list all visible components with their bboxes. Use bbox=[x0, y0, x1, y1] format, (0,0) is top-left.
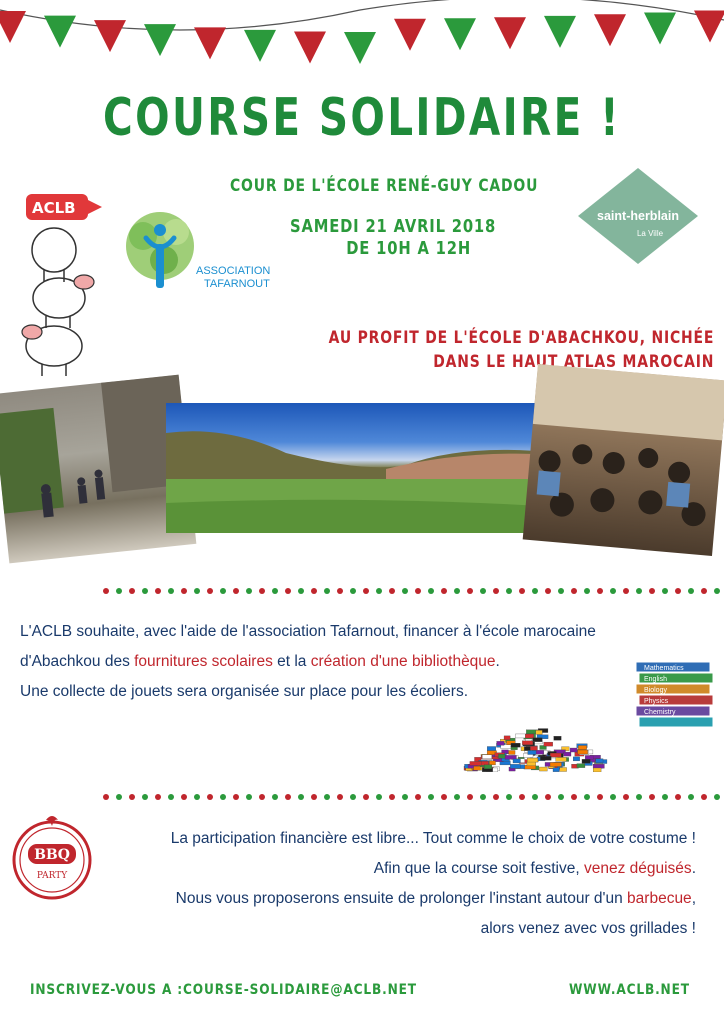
separator-dot bbox=[207, 588, 213, 594]
separator-dot bbox=[441, 588, 447, 594]
text-span: . bbox=[691, 860, 696, 877]
separator-dot bbox=[272, 794, 278, 800]
separator-dot bbox=[467, 588, 473, 594]
lego-brick bbox=[582, 759, 590, 763]
separator-dot bbox=[337, 588, 343, 594]
separator-dot bbox=[714, 794, 720, 800]
separator-dot bbox=[597, 588, 603, 594]
text-span: Nous vous proposerons ensuite de prolonger l'instant autour d'un bbox=[175, 890, 628, 907]
lego-brick bbox=[513, 759, 520, 763]
lego-brick bbox=[527, 758, 538, 762]
separator-dot bbox=[116, 588, 122, 594]
lego-brick bbox=[484, 765, 492, 769]
text-span: d'Abachkou des bbox=[20, 653, 135, 670]
book-title: Chemistry bbox=[644, 709, 676, 716]
separator-dot bbox=[103, 794, 109, 800]
bunting-flag bbox=[0, 11, 26, 43]
separator-dot bbox=[337, 794, 343, 800]
lego-brick bbox=[470, 761, 482, 765]
separator-dot bbox=[480, 588, 486, 594]
lego-brick bbox=[525, 734, 534, 738]
separator-dot bbox=[545, 794, 551, 800]
lego-brick bbox=[474, 766, 481, 770]
website-link[interactable]: WWW.ACLB.NET bbox=[569, 982, 690, 998]
separator-dot bbox=[363, 588, 369, 594]
participation-line2 bbox=[56, 854, 696, 884]
separator-dot bbox=[181, 794, 187, 800]
separator-dot bbox=[519, 588, 525, 594]
separator-dot bbox=[571, 794, 577, 800]
participation-line4: alors venez avec vos grillades ! bbox=[480, 920, 696, 937]
book-title: Mathematics bbox=[644, 665, 684, 672]
separator-dot bbox=[207, 794, 213, 800]
separator-dot bbox=[220, 794, 226, 800]
highlight-supplies: fournitures scolaires bbox=[134, 653, 273, 670]
separator-dot bbox=[272, 588, 278, 594]
event-date bbox=[290, 216, 496, 260]
separator-dot bbox=[597, 794, 603, 800]
separator-dot bbox=[649, 588, 655, 594]
saint-herblain-sub: La Ville bbox=[636, 229, 664, 238]
lego-brick bbox=[550, 753, 561, 757]
separator-dot bbox=[194, 588, 200, 594]
beneficiary-line1: AU PROFIT DE L'ÉCOLE D'ABACHKOU, NICHÉE bbox=[328, 328, 714, 348]
separator-dot bbox=[493, 794, 499, 800]
lego-brick bbox=[487, 747, 496, 751]
highlight-library: création d'une bibliothèque bbox=[310, 653, 496, 670]
lego-brick bbox=[596, 759, 603, 763]
lego-brick bbox=[498, 754, 505, 758]
separator-dot bbox=[506, 588, 512, 594]
lego-brick bbox=[497, 741, 504, 745]
separator-dot bbox=[311, 794, 317, 800]
lego-brick bbox=[539, 767, 547, 771]
lego-brick bbox=[528, 751, 536, 755]
participation-description bbox=[56, 824, 696, 944]
bunting-flag bbox=[194, 27, 226, 59]
separator-dot bbox=[714, 588, 720, 594]
separator-dot bbox=[285, 794, 291, 800]
lego-brick bbox=[536, 730, 543, 734]
separator-dot bbox=[467, 794, 473, 800]
lego-brick bbox=[593, 764, 604, 768]
separator-dot bbox=[610, 794, 616, 800]
separator-dot bbox=[194, 794, 200, 800]
separator-dot bbox=[285, 588, 291, 594]
separator-dot bbox=[116, 794, 122, 800]
separator-dot bbox=[506, 794, 512, 800]
separator-dot bbox=[571, 588, 577, 594]
separator-dot bbox=[675, 794, 681, 800]
bunting-flag bbox=[144, 24, 176, 56]
dotted-separator-top bbox=[100, 586, 724, 596]
tafarnout-text-line1: ASSOCIATION bbox=[196, 265, 270, 277]
separator-dot bbox=[389, 588, 395, 594]
text-span: Afin que la course soit festive, bbox=[373, 860, 584, 877]
separator-dot bbox=[610, 588, 616, 594]
separator-dot bbox=[324, 588, 330, 594]
separator-dot bbox=[493, 588, 499, 594]
beneficiary-text bbox=[328, 326, 714, 374]
separator-dot bbox=[519, 794, 525, 800]
lego-brick bbox=[504, 736, 510, 740]
bunting-flag bbox=[494, 17, 526, 49]
separator-dot bbox=[701, 794, 707, 800]
lego-brick bbox=[524, 746, 530, 750]
lego-brick bbox=[527, 762, 536, 766]
lego-brick bbox=[570, 748, 577, 752]
tafarnout-logo bbox=[118, 210, 270, 302]
saint-herblain-text: saint-herblain bbox=[597, 209, 679, 223]
aclb-tag-text: ACLB bbox=[32, 199, 76, 217]
dotted-separator-bottom bbox=[100, 792, 724, 802]
separator-dot bbox=[558, 588, 564, 594]
lego-brick bbox=[509, 750, 515, 754]
separator-dot bbox=[623, 794, 629, 800]
lego-brick bbox=[482, 755, 492, 759]
separator-dot bbox=[558, 794, 564, 800]
separator-dot bbox=[259, 588, 265, 594]
lego-brick bbox=[556, 757, 567, 761]
lego-brick bbox=[510, 764, 520, 768]
separator-dot bbox=[168, 794, 174, 800]
separator-dot bbox=[649, 794, 655, 800]
bunting-flag bbox=[294, 31, 326, 63]
separator-dot bbox=[389, 794, 395, 800]
lego-brick bbox=[522, 741, 533, 745]
bunting-flag bbox=[644, 12, 676, 44]
separator-dot bbox=[428, 588, 434, 594]
separator-dot bbox=[402, 588, 408, 594]
project-description bbox=[20, 617, 620, 707]
separator-dot bbox=[376, 794, 382, 800]
separator-dot bbox=[129, 588, 135, 594]
project-line2 bbox=[20, 647, 620, 677]
separator-dot bbox=[155, 588, 161, 594]
books-illustration bbox=[632, 650, 718, 736]
party-text: PARTY bbox=[36, 871, 68, 881]
separator-dot bbox=[688, 588, 694, 594]
separator-dot bbox=[545, 588, 551, 594]
separator-dot bbox=[623, 588, 629, 594]
separator-dot bbox=[584, 794, 590, 800]
separator-dot bbox=[480, 794, 486, 800]
text-span: et la bbox=[272, 653, 311, 670]
beneficiary-line2: DANS LE HAUT ATLAS MAROCAIN bbox=[433, 352, 714, 372]
separator-dot bbox=[688, 794, 694, 800]
book bbox=[639, 717, 713, 727]
separator-dot bbox=[233, 794, 239, 800]
separator-dot bbox=[662, 588, 668, 594]
bunting-flag bbox=[44, 16, 76, 48]
bunting-flag bbox=[344, 32, 376, 64]
classroom-photo bbox=[523, 364, 724, 556]
separator-dot bbox=[142, 588, 148, 594]
separator-dot bbox=[246, 588, 252, 594]
book-title: Physics bbox=[644, 698, 669, 705]
separator-dot bbox=[298, 588, 304, 594]
separator-dot bbox=[155, 794, 161, 800]
separator-dot bbox=[428, 794, 434, 800]
lego-brick bbox=[540, 756, 551, 760]
separator-dot bbox=[636, 794, 642, 800]
lego-brick bbox=[560, 768, 567, 772]
lego-brick bbox=[550, 762, 561, 766]
separator-dot bbox=[636, 588, 642, 594]
book-title: Biology bbox=[644, 687, 667, 694]
highlight-barbecue: barbecue bbox=[627, 890, 692, 907]
project-line1: L'ACLB souhaite, avec l'aide de l'association Tafarnout, financer à l'école marocaine bbox=[20, 623, 596, 640]
lego-brick bbox=[533, 738, 542, 742]
bunting-garland bbox=[0, 0, 724, 80]
separator-dot bbox=[363, 794, 369, 800]
book-title: English bbox=[644, 676, 667, 683]
separator-dot bbox=[350, 794, 356, 800]
text-span: , bbox=[691, 890, 696, 907]
bunting-flag bbox=[444, 18, 476, 50]
separator-dot bbox=[376, 588, 382, 594]
separator-dot bbox=[311, 588, 317, 594]
valley-photo bbox=[166, 403, 558, 533]
separator-dot bbox=[129, 794, 135, 800]
separator-dot bbox=[220, 588, 226, 594]
project-line3: Une collecte de jouets sera organisée sur place pour les écoliers. bbox=[20, 683, 469, 700]
text-span: . bbox=[495, 653, 500, 670]
lego-brick bbox=[489, 761, 495, 765]
lego-brick bbox=[578, 745, 586, 749]
lego-brick bbox=[573, 757, 580, 761]
lego-brick bbox=[593, 768, 601, 772]
separator-dot bbox=[675, 588, 681, 594]
lego-brick bbox=[585, 755, 593, 759]
bunting-flag bbox=[244, 30, 276, 62]
separator-dot bbox=[168, 588, 174, 594]
bbq-text: BBQ bbox=[34, 847, 70, 863]
separator-dot bbox=[246, 794, 252, 800]
lego-brick bbox=[554, 736, 561, 740]
bunting-flag bbox=[594, 14, 626, 46]
participation-line1: La participation financière est libre... Tout comme le choix de votre costume ! bbox=[170, 830, 696, 847]
separator-dot bbox=[454, 794, 460, 800]
aclb-sheep-logo bbox=[14, 190, 114, 380]
event-time-line: DE 10H A 12H bbox=[346, 238, 472, 259]
lego-brick bbox=[544, 742, 553, 746]
bunting-flag bbox=[544, 16, 576, 48]
venue-text: COUR DE L'ÉCOLE RENÉ-GUY CADOU bbox=[230, 176, 539, 196]
tafarnout-text-line2: TAFARNOUT bbox=[204, 278, 270, 290]
separator-dot bbox=[103, 588, 109, 594]
separator-dot bbox=[350, 588, 356, 594]
lego-pile-illustration bbox=[460, 720, 608, 772]
participation-line3 bbox=[56, 884, 696, 914]
separator-dot bbox=[259, 794, 265, 800]
page-title: COURSE SOLIDAIRE ! bbox=[103, 88, 621, 148]
separator-dot bbox=[701, 588, 707, 594]
highlight-costume: venez déguisés bbox=[583, 860, 692, 877]
lego-brick bbox=[511, 743, 520, 747]
lego-brick bbox=[564, 752, 571, 756]
separator-dot bbox=[532, 588, 538, 594]
separator-dot bbox=[181, 588, 187, 594]
separator-dot bbox=[233, 588, 239, 594]
signup-email-link[interactable]: INSCRIVEZ-VOUS A :COURSE-SOLIDAIRE@ACLB.NET bbox=[30, 982, 417, 998]
separator-dot bbox=[662, 794, 668, 800]
separator-dot bbox=[454, 588, 460, 594]
event-date-line: SAMEDI 21 AVRIL 2018 bbox=[290, 216, 497, 237]
separator-dot bbox=[415, 794, 421, 800]
lego-brick bbox=[515, 734, 526, 738]
separator-dot bbox=[415, 588, 421, 594]
separator-dot bbox=[441, 794, 447, 800]
lego-brick bbox=[553, 768, 559, 772]
bunting-flag bbox=[694, 11, 724, 43]
lego-brick bbox=[505, 755, 516, 759]
separator-dot bbox=[324, 794, 330, 800]
bunting-flag bbox=[394, 19, 426, 51]
bunting-flag bbox=[94, 20, 126, 52]
separator-dot bbox=[142, 794, 148, 800]
saint-herblain-logo bbox=[576, 166, 700, 266]
separator-dot bbox=[298, 794, 304, 800]
separator-dot bbox=[402, 794, 408, 800]
lego-brick bbox=[577, 764, 585, 768]
separator-dot bbox=[584, 588, 590, 594]
lego-brick bbox=[578, 750, 588, 754]
separator-dot bbox=[532, 794, 538, 800]
